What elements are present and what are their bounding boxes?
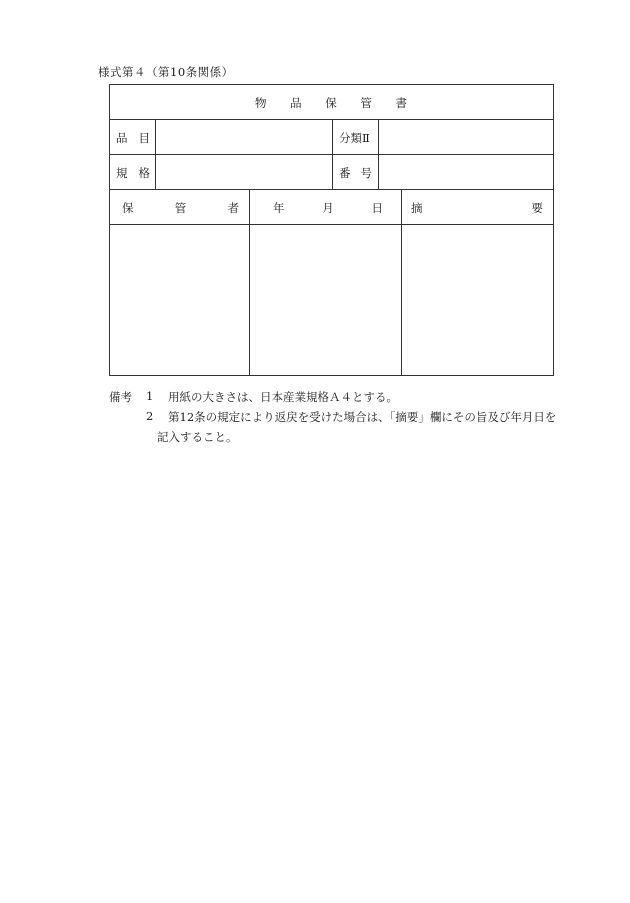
entry-area-date[interactable] bbox=[250, 225, 401, 375]
divider bbox=[378, 119, 379, 189]
column-header-char: 年 bbox=[273, 201, 285, 215]
column-header-custodian bbox=[122, 200, 239, 216]
column-header-char: 保 bbox=[122, 201, 134, 215]
form-title-char: 管 bbox=[360, 96, 372, 110]
remarks-item-number: 2 bbox=[146, 409, 154, 423]
remarks-item-continuation: 記入すること。 bbox=[157, 430, 238, 444]
column-header-char: 月 bbox=[322, 201, 334, 215]
spec-label bbox=[116, 165, 150, 181]
spec-label-char: 格 bbox=[138, 166, 150, 180]
spec-label-char: 規 bbox=[116, 166, 128, 180]
column-header-char: 者 bbox=[227, 201, 239, 215]
category-label: 分類Ⅱ bbox=[339, 131, 370, 145]
item-label-char: 目 bbox=[138, 131, 150, 145]
item-label bbox=[116, 130, 150, 146]
form-title-char: 保 bbox=[325, 96, 337, 110]
column-header-char: 日 bbox=[371, 201, 383, 215]
column-header-char: 要 bbox=[531, 201, 543, 215]
form-id: 様式第４（第10条関係） bbox=[98, 65, 234, 79]
number-label bbox=[339, 165, 372, 181]
number-label-char: 号 bbox=[360, 166, 372, 180]
form-title-char: 品 bbox=[290, 96, 302, 110]
entry-area-summary[interactable] bbox=[402, 225, 553, 375]
column-header-summary bbox=[411, 200, 543, 216]
divider bbox=[332, 119, 333, 189]
divider bbox=[155, 119, 156, 189]
form-title-char: 物 bbox=[255, 96, 267, 110]
remarks-item-text: 用紙の大きさは、日本産業規格Ａ４とする。 bbox=[168, 390, 398, 404]
number-label-char: 番 bbox=[339, 166, 351, 180]
form-title bbox=[255, 95, 407, 111]
remarks-heading: 備考 bbox=[109, 390, 132, 404]
remarks-item-text: 第12条の規定により返戻を受けた場合は、「摘要」欄にその旨及び年月日を bbox=[168, 410, 557, 424]
divider bbox=[110, 189, 553, 190]
column-header-date bbox=[273, 200, 383, 216]
column-header-char: 摘 bbox=[411, 201, 423, 215]
entry-area-custodian[interactable] bbox=[110, 225, 249, 375]
column-header-char: 管 bbox=[174, 201, 187, 215]
item-label-char: 品 bbox=[116, 131, 128, 145]
property-custody-form bbox=[109, 84, 554, 376]
remarks-item-number: 1 bbox=[146, 389, 154, 403]
form-title-char: 書 bbox=[395, 96, 407, 110]
